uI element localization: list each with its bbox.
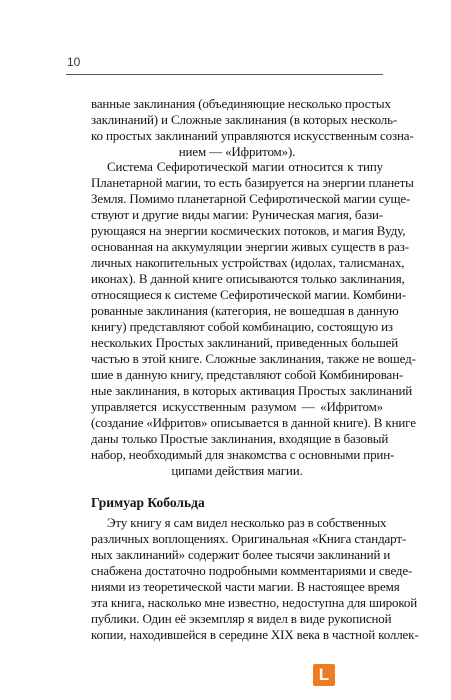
text-line: рованные заклинания (категория, не вошедшая в данную [91, 303, 399, 318]
text-line: частью в этой книге. Сложные заклинания, также не вошед- [91, 351, 416, 366]
text-line: Система Сефиротической магии относится к типу [107, 159, 383, 174]
text-line: публики. Один её экземпляр я видел в виде рукописной [91, 611, 392, 626]
text-line: заклинаний) и Сложные заклинания (в которых несколь- [91, 112, 398, 127]
section-heading: Гримуар Кобольда [91, 495, 205, 510]
logo-letter: L [318, 665, 330, 684]
text-line: рующаяся на энергии космических потоков, и магия Вуду, [91, 223, 406, 238]
text-line: ципами действия магии. [171, 463, 303, 478]
text-line: управляется искусственным разумом — «Ифритом» [91, 399, 383, 414]
publisher-logo-icon [313, 664, 335, 686]
text-line: снабжена достаточно подробными комментариями и сведе- [91, 563, 413, 578]
text-line: ных заклинаний» содержит более тысячи заклинаний и [91, 547, 391, 562]
text-line: копии, находившейся в середине XIX века в частной коллек- [91, 627, 419, 642]
text-line: иконах). В данной книге описываются только заклинания, [91, 271, 405, 286]
text-line: различных воплощениях. Оригинальная «Книга стандарт- [91, 531, 407, 546]
text-line: книгу) представляют собой комбинацию, состоящую из [91, 319, 393, 334]
text-line: нием — «Ифритом»). [178, 144, 296, 159]
text-line: нескольких Простых заклинаний, приведенных большей [91, 335, 399, 350]
paragraph-2 [91, 159, 416, 479]
text-line: основанная на аккумуляции энергии живых существ в раз- [91, 239, 409, 254]
text-line: Земля. Помимо планетарной Сефиротической магии суще- [91, 191, 411, 206]
text-line: относящиеся к системе Сефиротической магии. Комбини- [91, 287, 406, 302]
text-line: ниями из теоретической части магии. В настоящее время [91, 579, 400, 594]
text-line: даны только Простые заклинания, входящие в базовый [91, 431, 389, 446]
text-line: эта книга, насколько мне известно, недоступна для широкой [91, 595, 418, 610]
text-line: ванные заклинания (объединяющие несколько простых [91, 96, 391, 111]
text-line: ствуют и другие виды магии: Руническая магия, бази- [91, 207, 383, 222]
paragraph-3 [91, 515, 419, 643]
paragraph-1 [91, 96, 414, 160]
page-number: 10 [67, 55, 81, 69]
text-line: набор, необходимый для знакомства с основными прин- [91, 447, 395, 462]
text-line: Эту книгу я сам видел несколько раз в собственных [107, 515, 387, 530]
text-line: Планетарной магии, то есть базируется на энергии планеты [91, 175, 414, 190]
text-line: (создание «Ифритов» описывается в данной книге). В книге [91, 415, 416, 430]
text-line: личных накопительных устройствах (идолах, талисманах, [91, 255, 405, 270]
text-line: ко простых заклинаний управляются искусственным созна- [91, 128, 414, 143]
text-line: шие в данную книгу, представляют собой Комбинирован- [91, 367, 404, 382]
text-line: ные заклинания, в которых активация Простых заклинаний [91, 383, 413, 398]
header-rule [66, 74, 383, 75]
